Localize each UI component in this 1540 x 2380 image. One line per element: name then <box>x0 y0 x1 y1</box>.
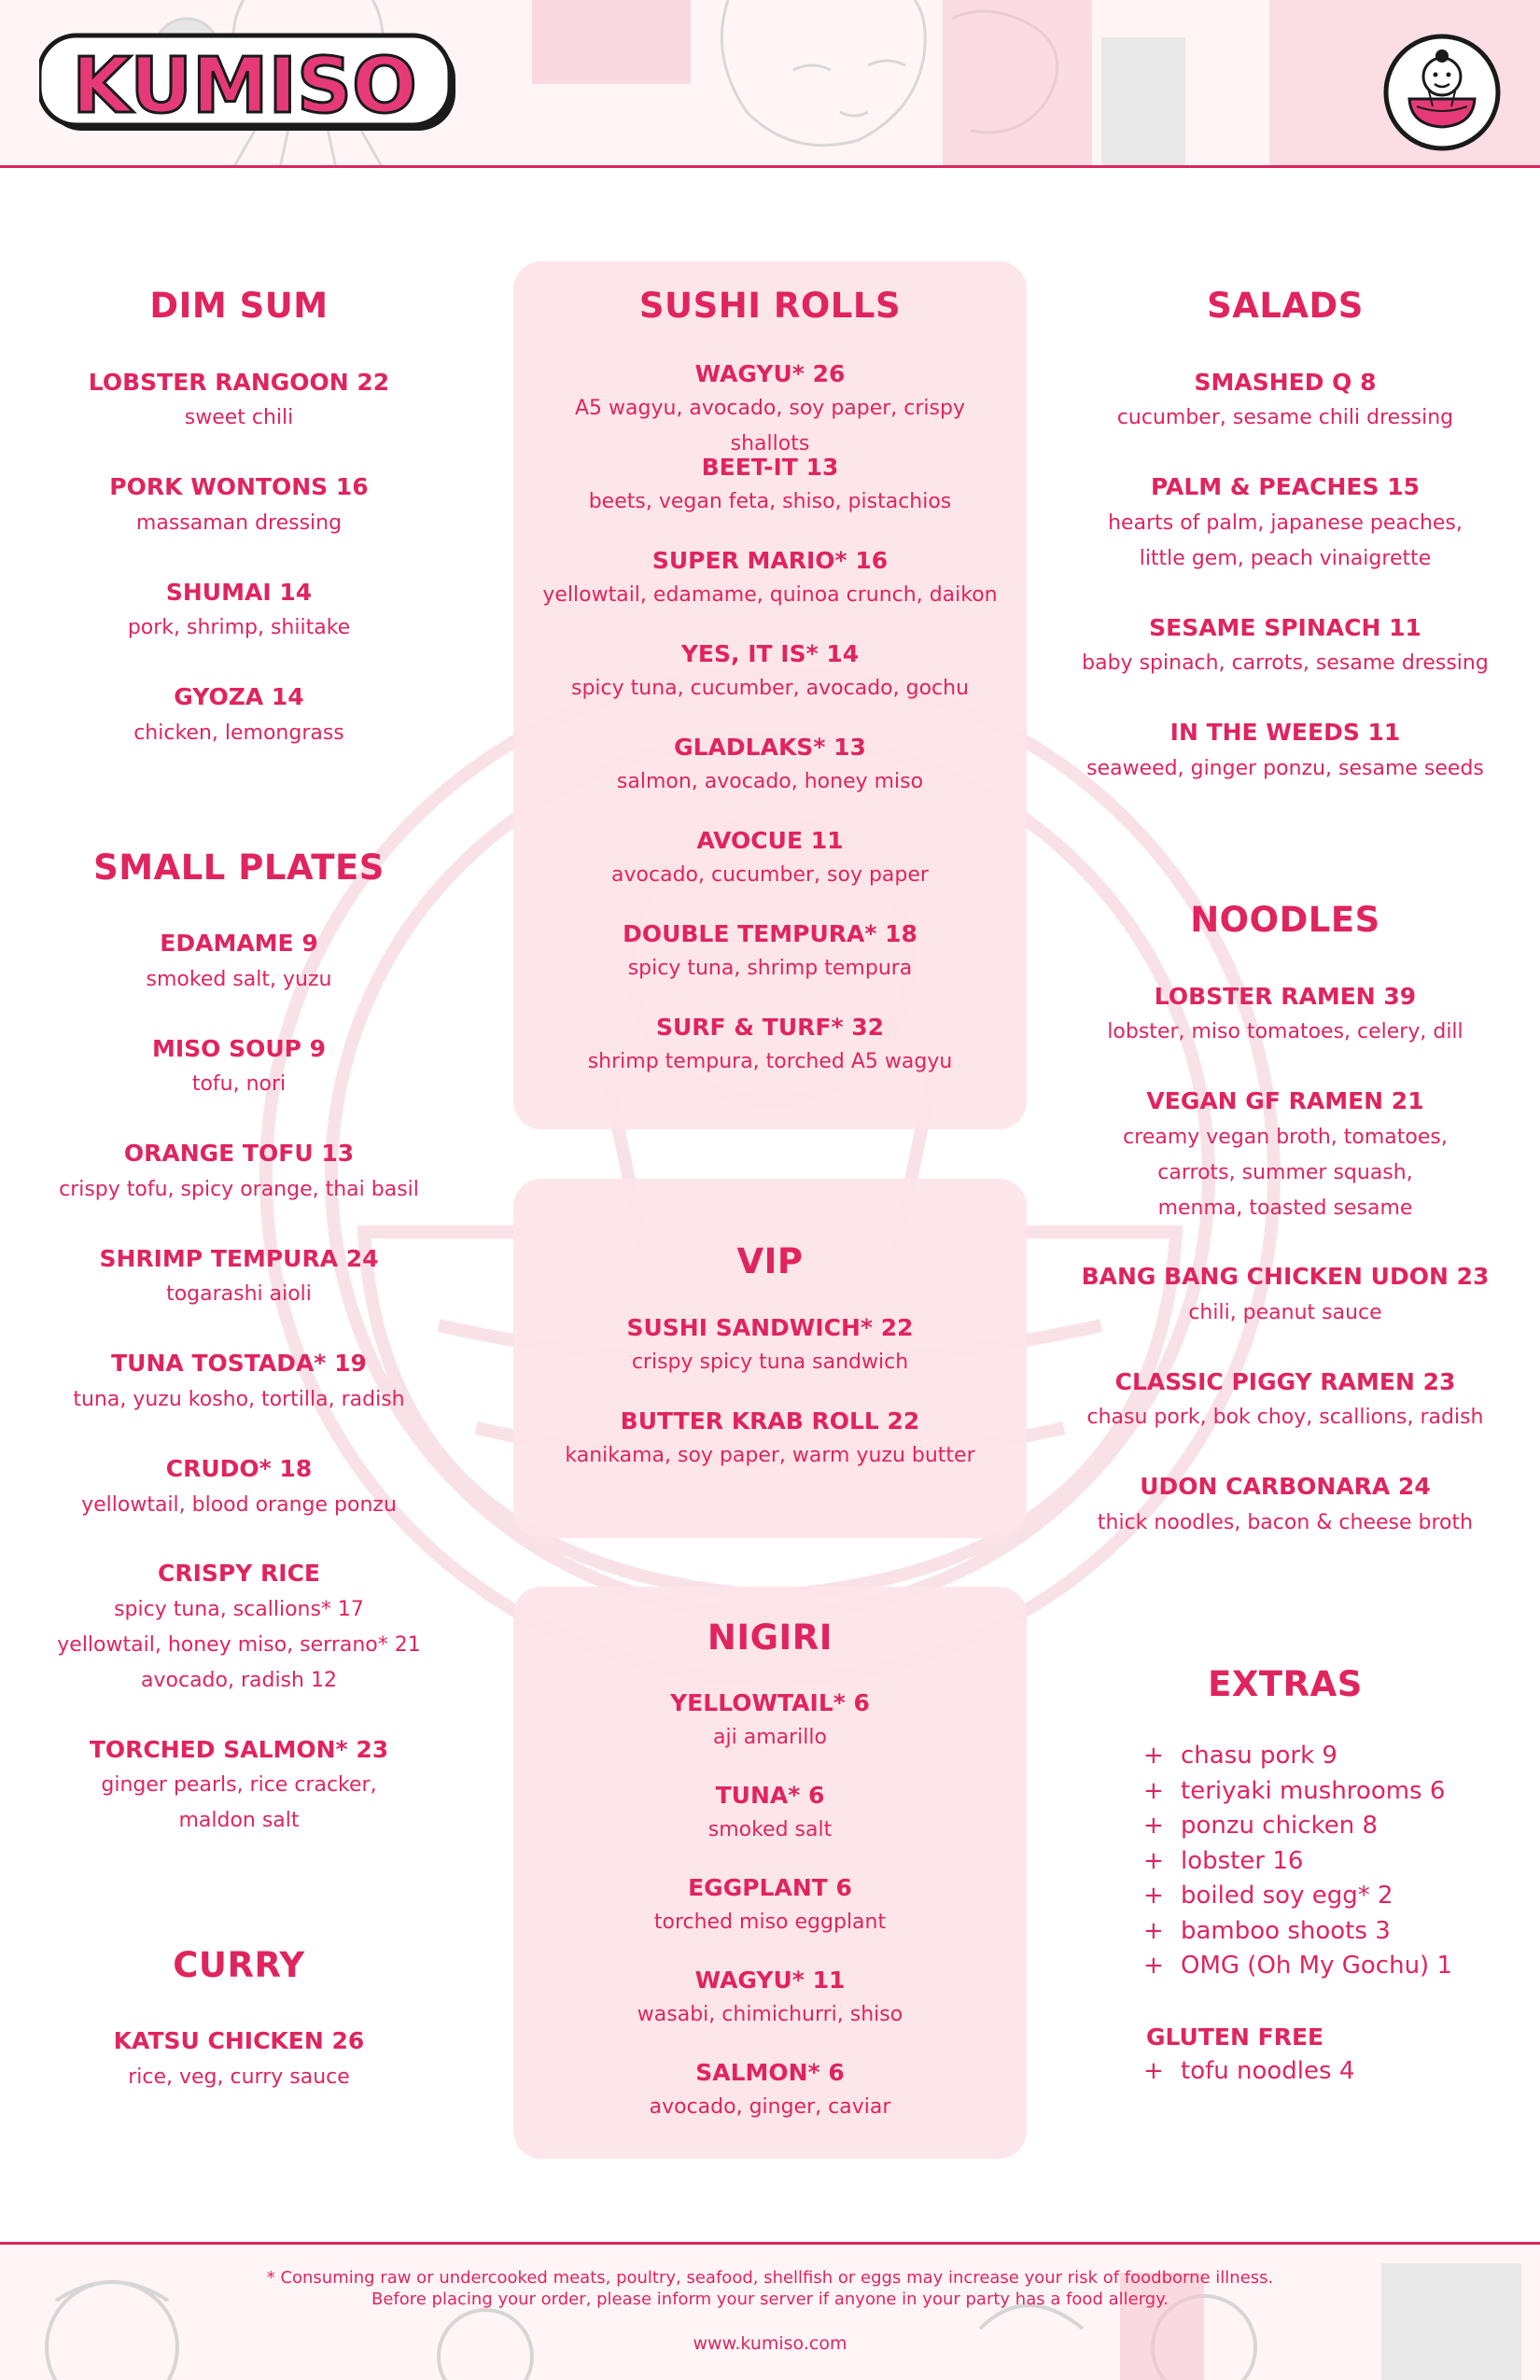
menu-item-desc: seaweed, ginger ponzu, sesame seeds <box>1086 757 1484 780</box>
list-item <box>1143 1917 1517 1953</box>
menu-item-desc: cucumber, sesame chili dressing <box>1116 406 1454 429</box>
dim-sum-title: DIM SUM <box>149 286 329 326</box>
list-item <box>1143 1742 1517 1777</box>
menu-item-desc: hearts of palm, japanese peaches, <box>1108 511 1463 535</box>
menu-item-desc: chasu pork, bok choy, scallions, radish <box>1086 1406 1484 1429</box>
menu-item-name: CRISPY RICE <box>157 1560 320 1587</box>
menu-item-name: PORK WONTONS 16 <box>109 473 369 500</box>
plus-bullet: + <box>1143 1952 1164 1980</box>
list-item <box>1143 1847 1517 1883</box>
menu-item-desc: spicy tuna, scallions* 17 <box>114 1598 364 1621</box>
menu-item-desc: kanikama, soy paper, warm yuzu butter <box>565 1444 975 1467</box>
plus-bullet: + <box>1143 1812 1164 1840</box>
menu-item-name: WAGYU* 11 <box>694 1967 846 1994</box>
menu-item-name: SESAME SPINACH 11 <box>1149 614 1421 641</box>
menu-item-name: ORANGE TOFU 13 <box>123 1140 355 1167</box>
menu-item-desc: pork, shrimp, shiitake <box>127 616 351 639</box>
menu-item-name: SUSHI SANDWICH* 22 <box>626 1314 914 1341</box>
menu-item-name: VEGAN GF RAMEN 21 <box>1146 1087 1424 1114</box>
menu-item-desc: menma, toasted sesame <box>1157 1197 1413 1220</box>
menu-item-desc: little gem, peach vinaigrette <box>1139 547 1432 570</box>
menu-item-name: LOBSTER RANGOON 22 <box>88 369 390 396</box>
menu-item-name: BEET-IT 13 <box>701 454 839 481</box>
menu-item-name: LOBSTER RAMEN 39 <box>1154 983 1417 1010</box>
menu-item-desc: salmon, avocado, honey miso <box>616 770 924 793</box>
menu-item-name: TUNA* 6 <box>715 1782 825 1809</box>
menu-item-desc: avocado, radish 12 <box>141 1669 337 1692</box>
list-item <box>1143 1777 1517 1813</box>
extras-list <box>1143 1742 1517 1987</box>
extras-title: EXTRAS <box>1208 1664 1363 1704</box>
plus-bullet: + <box>1143 1916 1164 1945</box>
menu-item-name: CLASSIC PIGGY RAMEN 23 <box>1114 1368 1456 1395</box>
menu-item-desc: shrimp tempura, torched A5 wagyu <box>587 1050 953 1073</box>
salads-title: SALADS <box>1207 286 1364 326</box>
plus-bullet: + <box>1143 1882 1164 1910</box>
website-link[interactable]: www.kumiso.com <box>693 2333 847 2354</box>
list-item <box>1143 1812 1517 1847</box>
menu-item-name: GYOZA 14 <box>174 683 304 710</box>
menu-item-name: MISO SOUP 9 <box>151 1035 327 1062</box>
menu-item-name: YES, IT IS* 14 <box>680 640 860 667</box>
menu-item-desc: crispy tofu, spicy orange, thai basil <box>59 1178 419 1201</box>
menu-item-desc: yellowtail, edamame, quinoa crunch, daikon <box>542 583 998 607</box>
menu-item-desc: smoked salt <box>707 1818 833 1841</box>
menu-item-name: KATSU CHICKEN 26 <box>113 2027 365 2054</box>
menu-item-desc: rice, veg, curry sauce <box>128 2065 350 2089</box>
menu-item-name: CRUDO* 18 <box>165 1455 313 1482</box>
extra-item: ponzu chicken 8 <box>1181 1812 1378 1840</box>
plus-bullet: + <box>1143 2057 1164 2085</box>
menu-item-name: SHRIMP TEMPURA 24 <box>99 1245 379 1272</box>
nigiri-title: NIGIRI <box>707 1617 833 1658</box>
gluten-free-item: tofu noodles 4 <box>1181 2057 1355 2085</box>
menu-item-name: BANG BANG CHICKEN UDON 23 <box>1081 1263 1490 1290</box>
menu-item-desc: creamy vegan broth, tomatoes, <box>1123 1126 1448 1149</box>
menu-item-desc: yellowtail, blood orange ponzu <box>81 1493 397 1517</box>
menu-item-name: SHUMAI 14 <box>165 579 313 606</box>
menu-item-desc: tuna, yuzu kosho, tortilla, radish <box>73 1388 405 1411</box>
menu-item-desc: avocado, cucumber, soy paper <box>611 863 929 887</box>
sushi-rolls-title: SUSHI ROLLS <box>638 286 902 326</box>
menu-item-desc: yellowtail, honey miso, serrano* 21 <box>57 1633 421 1657</box>
footer-band <box>0 2242 1540 2380</box>
menu-item-desc: maldon salt <box>178 1809 300 1832</box>
menu-item-desc: lobster, miso tomatoes, celery, dill <box>1107 1020 1463 1043</box>
menu-item-desc: thick noodles, bacon & cheese broth <box>1097 1511 1474 1534</box>
noodles-title: NOODLES <box>1190 900 1380 940</box>
menu-item-name: GLADLAKS* 13 <box>674 734 866 761</box>
menu-item-desc: spicy tuna, cucumber, avocado, gochu <box>570 677 970 700</box>
extra-item: lobster 16 <box>1181 1846 1304 1875</box>
extra-item: boiled soy egg* 2 <box>1181 1882 1393 1910</box>
vip-title: VIP <box>736 1241 804 1281</box>
menu-item-name: WAGYU* 26 <box>694 360 846 387</box>
menu-item-name: EGGPLANT 6 <box>688 1874 852 1901</box>
ramen-bowl-mascot-icon <box>1381 32 1503 153</box>
menu-item-desc: sweet chili <box>184 406 294 429</box>
menu-item-desc: tofu, nori <box>191 1072 287 1096</box>
menu-item-desc: chili, peanut sauce <box>1188 1301 1382 1324</box>
menu-item-desc: chicken, lemongrass <box>133 721 344 745</box>
list-item <box>1143 1882 1517 1917</box>
disclaimer-text: * Consuming raw or undercooked meats, poultry, seafood, shellfish or eggs may increase your risk of foodborne illness. <box>266 2268 1274 2288</box>
menu-item-desc: torched miso eggplant <box>653 1911 887 1934</box>
list-item <box>1143 2057 1354 2085</box>
gluten-free-title: GLUTEN FREE <box>1146 2023 1324 2051</box>
menu-item-desc: crispy spicy tuna sandwich <box>631 1351 909 1374</box>
plus-bullet: + <box>1143 1846 1164 1875</box>
menu-item-name: PALM & PEACHES 15 <box>1151 473 1420 500</box>
menu-item-name: BUTTER KRAB ROLL 22 <box>620 1407 920 1435</box>
menu-item-desc: massaman dressing <box>135 511 343 535</box>
plus-bullet: + <box>1143 1742 1164 1770</box>
small-plates-title: SMALL PLATES <box>93 847 385 888</box>
menu-item-desc: baby spinach, carrots, sesame dressing <box>1082 651 1489 675</box>
menu-item-name: SMASHED Q 8 <box>1194 369 1377 396</box>
menu-item-desc: spicy tuna, shrimp tempura <box>627 957 913 980</box>
menu-item-name: SURF & TURF* 32 <box>655 1014 885 1041</box>
menu-item-name: YELLOWTAIL* 6 <box>670 1689 870 1716</box>
logo-text: KUMISO <box>72 42 417 131</box>
menu-item-desc: beets, vegan feta, shiso, pistachios <box>588 490 952 513</box>
kumiso-logo <box>39 32 459 139</box>
menu-item-name: AVOCUE 11 <box>696 827 844 854</box>
extra-item: bamboo shoots 3 <box>1181 1916 1391 1945</box>
menu-item-desc: carrots, summer squash, <box>1157 1161 1413 1184</box>
menu-item-desc: togarashi aioli <box>166 1282 312 1306</box>
menu-item-name: IN THE WEEDS 11 <box>1169 719 1401 746</box>
menu-item-name: SALMON* 6 <box>695 2059 845 2086</box>
extra-item: OMG (Oh My Gochu) 1 <box>1181 1952 1453 1980</box>
menu-item-desc: ginger pearls, rice cracker, <box>101 1773 377 1797</box>
menu-item-desc: wasabi, chimichurri, shiso <box>637 2003 903 2026</box>
curry-title: CURRY <box>173 1945 305 1985</box>
extra-item: chasu pork 9 <box>1181 1742 1337 1770</box>
menu-item-desc: avocado, ginger, caviar <box>649 2095 891 2119</box>
menu-item-desc: smoked salt, yuzu <box>146 968 332 991</box>
menu-item-desc: A5 wagyu, avocado, soy paper, crispy shallots <box>575 397 965 455</box>
menu-item-name: SUPER MARIO* 16 <box>651 547 889 574</box>
footer-illustration <box>0 2245 1540 2380</box>
list-item <box>1143 1952 1517 1987</box>
menu-item-name: UDON CARBONARA 24 <box>1140 1473 1431 1500</box>
extra-item: teriyaki mushrooms 6 <box>1181 1776 1446 1805</box>
plus-bullet: + <box>1143 1776 1164 1805</box>
menu-item-name: DOUBLE TEMPURA* 18 <box>623 920 917 947</box>
header-band <box>0 0 1540 168</box>
menu-item-name: TORCHED SALMON* 23 <box>89 1736 389 1763</box>
menu-item-name: EDAMAME 9 <box>160 930 318 957</box>
menu-item-name: TUNA TOSTADA* 19 <box>111 1350 367 1377</box>
menu-item-desc: aji amarillo <box>713 1726 827 1749</box>
disclaimer-text: Before placing your order, please inform your server if anyone in your party has a food allergy. <box>371 2289 1169 2309</box>
